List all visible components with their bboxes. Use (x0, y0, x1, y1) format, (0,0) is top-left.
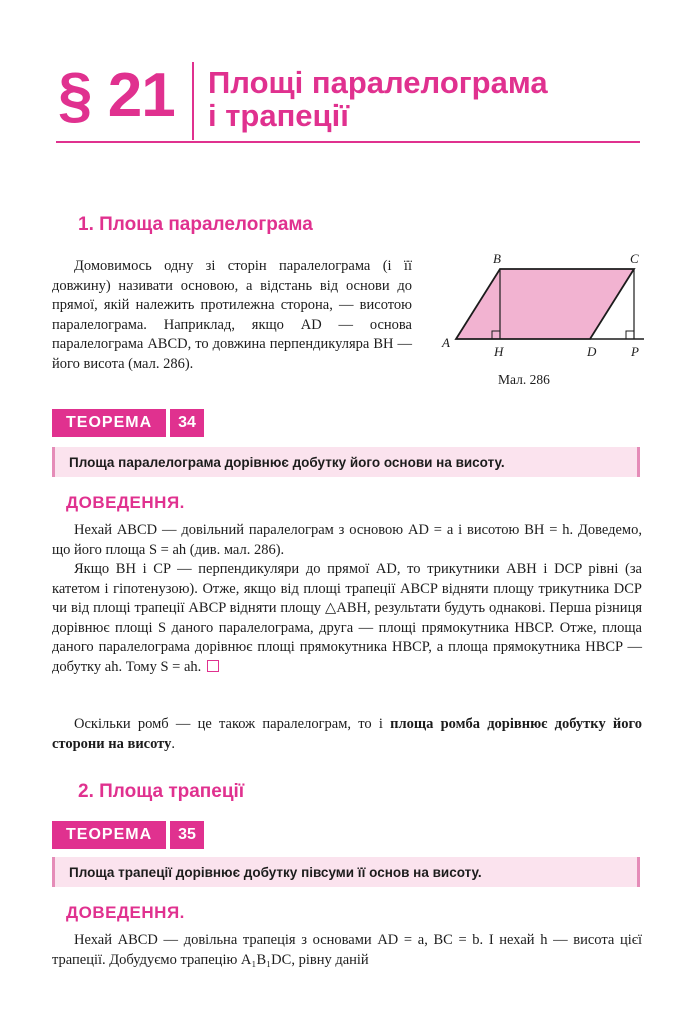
proof-1-paragraph-1: Нехай ABCD — довільний паралелограм з основою AD = a і висотою BH = h. Доведемо, що його площа S = ah (див. мал. 286). (52, 522, 642, 558)
theorem-label: ТЕОРЕМА (52, 821, 166, 849)
theorem-35-statement: Площа трапеції дорівнює добутку півсуми її основ на висоту. (52, 857, 640, 887)
label-h: H (494, 344, 504, 359)
proof-2-paragraph-1: Нехай ABCD — довільна трапеція з основами AD = a, BC = b. І нехай h — висота цієї трапеції. Добудуємо трапецію A₁B₁DC, рівну даній (52, 932, 642, 968)
theorem-35-bar (52, 821, 204, 849)
rhombus-note (52, 715, 642, 754)
header-divider (192, 62, 194, 140)
label-c: C (630, 251, 639, 266)
figure-caption: Мал. 286 (498, 372, 550, 387)
rhombus-note-part-1: Оскільки ромб — це також паралелограм, то і (74, 716, 391, 732)
subsection-2-title: 2. Площа трапеції (78, 781, 245, 802)
theorem-label: ТЕОРЕМА (52, 409, 166, 437)
header-rule (56, 141, 640, 143)
qed-box-icon (207, 660, 219, 672)
theorem-34-bar (52, 409, 204, 437)
theorem-number: 34 (170, 409, 204, 437)
proof-1-paragraph-2-text: Якщо BH і CP — перпендикуляри до прямої AD, то трикутники ABH і DCP рівні (за катетом і гіпотенузою). Отже, якщо від площі трапеції ABCP відняти площу трикутника DCP чи від площі трапеції ABCP відняти площу △ABH, результати будуть однакові. Перша різниця дорівнює площі S даного паралелограма, друга — площі прямокутника HBCP. Отже, площа даного паралелограма дорівнює площі прямокутника HBCP, а площа прямокутника HBCP — добутку ah. Тому S = ah. (52, 561, 642, 675)
proof-2-body (52, 931, 642, 970)
intro-text: Домовимось одну зі сторін паралелограма (і її довжину) називати основою, а відстань від основи до прямої, якій належить протилежна сторона, — висотою паралелограма. Наприклад, якщо AD — основа паралелограма ABCD, то довжина перпендикуляра BH — його висота (мал. 286). (52, 258, 412, 372)
parallelogram-shape (456, 269, 634, 339)
rhombus-note-part-2: . (171, 735, 175, 752)
proof-1-paragraph-2 (52, 560, 642, 677)
proof-1-heading: ДОВЕДЕННЯ. (66, 493, 185, 512)
section-title-line-2: і трапеції (208, 98, 349, 133)
label-p: P (631, 344, 639, 359)
proof-2-heading: ДОВЕДЕННЯ. (66, 903, 185, 922)
theorem-number: 35 (170, 821, 204, 849)
subsection-1-title: 1. Площа паралелограма (78, 214, 313, 235)
intro-paragraph (52, 257, 412, 374)
right-angle-p (626, 331, 634, 339)
label-a: A (442, 335, 450, 350)
label-d: D (587, 344, 597, 359)
proof-1-body (52, 521, 642, 677)
section-number: § 21 (58, 61, 175, 130)
rhombus-note-text (52, 715, 642, 754)
rhombus-note-bold: площа ромба дорівнює добутку його сторони на висоту (52, 716, 642, 752)
label-b: B (493, 251, 501, 266)
section-title (208, 66, 548, 132)
section-title-line-1: Площі паралелограма (208, 65, 548, 100)
theorem-34-statement: Площа паралелограма дорівнює добутку його основи на висоту. (52, 447, 640, 477)
parallelogram-figure (432, 246, 648, 366)
